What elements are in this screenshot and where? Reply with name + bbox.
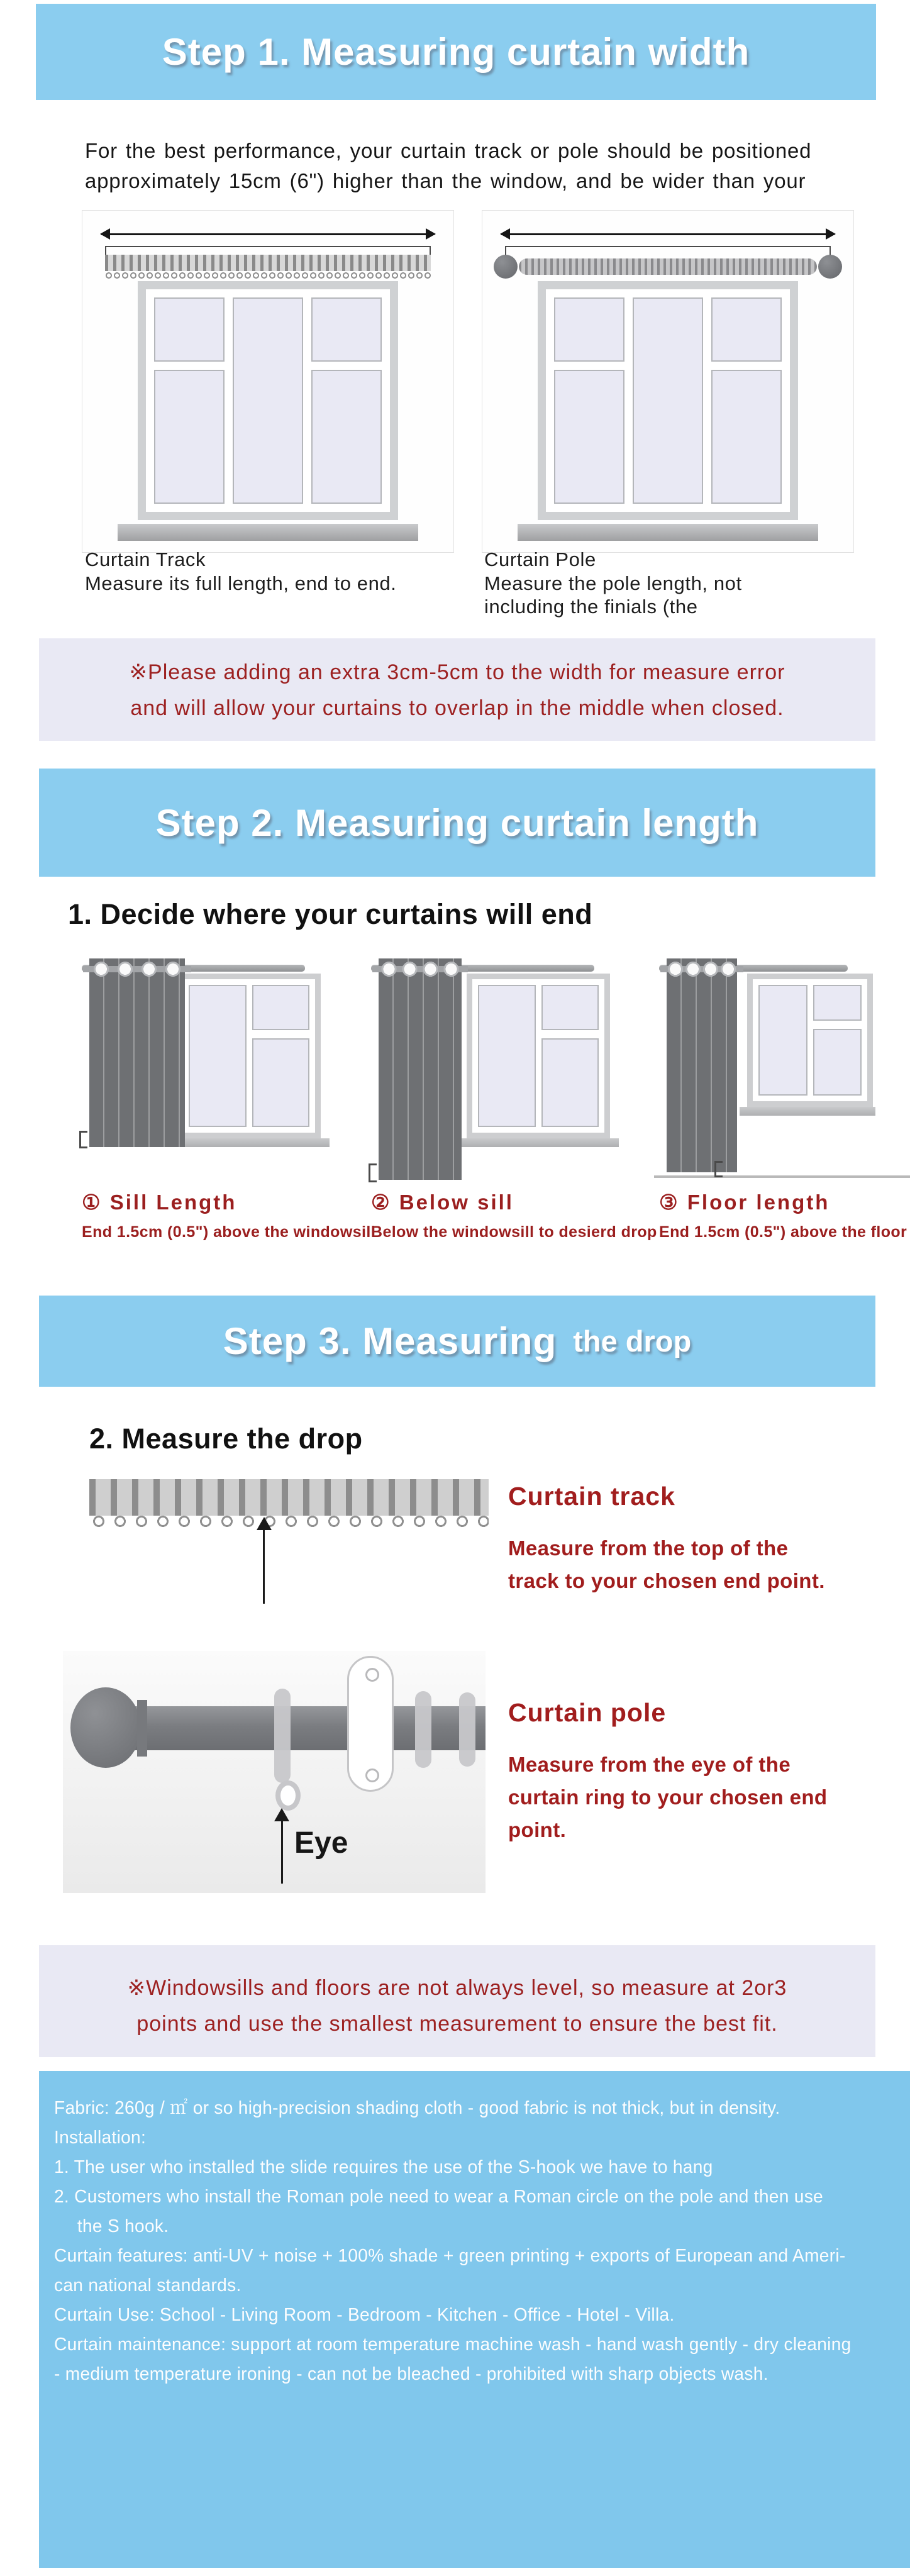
step3-header-title: Step 3. Measuring (223, 1320, 557, 1362)
option-desc: End 1.5cm (0.5") above the windowsill (82, 1223, 376, 1241)
drop-pole-desc-line3: point. (508, 1818, 567, 1841)
width-note-line2: and will allow your curtains to overlap in the middle when closed. (130, 696, 784, 720)
drop-track-hooks (89, 1516, 489, 1528)
pole-bracket-graphic (347, 1656, 394, 1792)
drop-track-desc-line1: Measure from the top of the (508, 1536, 789, 1560)
window-column (252, 985, 310, 1127)
detail-line: Fabric: 260g / ㎡ or so high-precision shading cloth - good fabric is not thick, but in density. (54, 2098, 780, 2118)
curtain-track-hooks (105, 271, 431, 280)
measure-tick (714, 1161, 723, 1177)
step3-header-subtitle: the drop (573, 1324, 692, 1358)
pole-bar-graphic (126, 1706, 486, 1750)
window-pane (758, 985, 807, 1096)
window-pane (813, 1029, 862, 1096)
eye-label: Eye (294, 1826, 348, 1860)
window-pane (541, 1038, 599, 1127)
level-note-line2: points and use the smallest measurement to ensure the best fit. (136, 2012, 778, 2036)
product-details-panel (39, 2071, 910, 2568)
window-pane (252, 985, 310, 1030)
up-arrow-line (281, 1821, 283, 1884)
window-column (633, 297, 703, 504)
measure-tick (79, 1131, 87, 1148)
detail-line: Curtain features: anti-UV + noise + 100% shade + green printing + exports of European and Ameri- (54, 2246, 846, 2266)
measure-bracket-line (505, 246, 831, 255)
sill-length-figure (82, 956, 330, 1184)
length-option-below-sill (371, 956, 657, 1241)
window-column (189, 985, 247, 1127)
grommet-row (379, 958, 462, 980)
ring-eye-graphic (275, 1780, 301, 1811)
curtain-pole-desc-line1: Measure the pole length, not (484, 572, 742, 594)
up-arrow-icon (257, 1517, 272, 1530)
grommet-row (667, 958, 737, 980)
curtain-pole-graphic (519, 258, 817, 275)
window-column (541, 985, 599, 1127)
window-column (311, 297, 382, 504)
curtain-ring-graphic (459, 1692, 475, 1767)
length-options-row (82, 956, 907, 1241)
window-column (711, 297, 782, 504)
curtain-track-desc: Measure its full length, end to end. (85, 572, 397, 594)
option-title: ① Sill Length (82, 1191, 237, 1214)
detail-line: 1. The user who installed the slide requires the use of the S-hook we have to hang (54, 2157, 713, 2177)
drop-track-title: Curtain track (508, 1482, 675, 1511)
up-arrow-icon (274, 1808, 289, 1821)
pole-collar (137, 1700, 147, 1757)
window-column (813, 985, 862, 1096)
detail-line: the S hook. (77, 2216, 169, 2236)
detail-line: Installation: (54, 2128, 147, 2148)
curtain-graphic (667, 958, 737, 1172)
step3-heading: 2. Measure the drop (89, 1423, 363, 1455)
curtain-track-graphic (105, 255, 431, 271)
window-column (758, 985, 807, 1096)
curtain-pole-desc-line2: including the finials (the (484, 596, 698, 618)
detail-line: - medium temperature ironing - can not be bleached - prohibited with sharp objects wash. (54, 2364, 769, 2384)
detail-line: Curtain Use: School - Living Room - Bedroom - Kitchen - Office - Hotel - Villa. (54, 2305, 675, 2325)
drop-pole-desc (508, 1748, 827, 1846)
step3-header-banner (39, 1296, 875, 1387)
window-column (154, 297, 225, 504)
curtain-graphic (379, 958, 462, 1180)
drop-track-desc (508, 1532, 825, 1597)
option-title: ③ Floor length (659, 1191, 830, 1214)
window-pane (554, 297, 624, 362)
drop-track-desc-line2: track to your chosen end point. (508, 1569, 825, 1592)
window-pane (311, 297, 382, 362)
window-sill (169, 1138, 330, 1147)
window-pane (711, 370, 782, 504)
window-sill (118, 524, 418, 541)
window-sill (740, 1107, 875, 1116)
pole-finial-icon (818, 255, 842, 279)
below-sill-figure (371, 956, 619, 1184)
drop-pole-title: Curtain pole (508, 1698, 667, 1727)
window-graphic (467, 974, 610, 1138)
detail-line: can national standards. (54, 2275, 241, 2296)
drop-pole-desc-line1: Measure from the eye of the (508, 1753, 791, 1776)
window-graphic (747, 974, 873, 1107)
curtain-track-card (82, 210, 454, 553)
drop-pole-desc-line2: curtain ring to your chosen end (508, 1785, 828, 1809)
window-column (233, 297, 303, 504)
width-measure-arrow-icon (101, 233, 435, 235)
length-option-floor (659, 956, 907, 1241)
curtain-pole-card (482, 210, 854, 553)
step1-intro-line2: approximately 15cm (6") higher than the window, and be wider than your (85, 169, 806, 192)
pole-finial-icon (494, 255, 518, 279)
drop-pole-figure (63, 1651, 486, 1893)
window-sill (518, 524, 818, 541)
window-pane (813, 985, 862, 1021)
window-pane (154, 297, 225, 362)
curtain-ring-graphic (415, 1691, 431, 1768)
level-note-banner (39, 1945, 875, 2057)
window-pane (541, 985, 599, 1030)
screw-icon (365, 1668, 379, 1682)
curtain-pole-label: Curtain Pole (484, 548, 596, 570)
window-pane (711, 297, 782, 362)
window-pane (189, 985, 247, 1127)
step1-header-title: Step 1. Measuring curtain width (162, 31, 750, 73)
detail-line: 2. Customers who install the Roman pole need to wear a Roman circle on the pole and then use (54, 2187, 823, 2207)
floor-length-figure (659, 956, 876, 1184)
step1-intro-line1: For the best performance, your curtain track or pole should be positioned (85, 139, 812, 162)
step2-header-title: Step 2. Measuring curtain length (155, 801, 759, 844)
window-graphic (138, 281, 398, 520)
curtain-track-label: Curtain Track (85, 548, 206, 570)
window-pane (554, 370, 624, 504)
detail-line: Curtain maintenance: support at room temperature machine wash - hand wash gently - dry cleaning (54, 2334, 852, 2355)
step1-header-banner (36, 4, 876, 100)
width-note-line1: ※Please adding an extra 3cm-5cm to the width for measure error (129, 660, 785, 684)
curtain-graphic (89, 958, 185, 1147)
measure-bracket-line (105, 246, 431, 255)
window-column (554, 297, 624, 504)
floor-line (654, 1175, 910, 1178)
option-desc: End 1.5cm (0.5") above the floor (659, 1223, 907, 1241)
drop-track-graphic (89, 1479, 489, 1516)
grommet-row (89, 958, 185, 980)
window-pane (154, 370, 225, 504)
measure-tick (369, 1163, 377, 1182)
curtain-ring-graphic (274, 1689, 291, 1783)
step2-header-banner (39, 769, 875, 877)
width-note-banner (39, 638, 875, 741)
window-pane (633, 297, 703, 504)
step1-intro (85, 136, 811, 196)
length-option-sill (82, 956, 376, 1241)
window-column (478, 985, 536, 1127)
pole-finial-icon (70, 1687, 141, 1768)
option-title: ② Below sill (371, 1191, 514, 1214)
window-pane (252, 1038, 310, 1127)
window-sill (458, 1138, 619, 1147)
window-pane (478, 985, 536, 1127)
width-measure-arrow-icon (501, 233, 835, 235)
window-pane (233, 297, 303, 504)
window-pane (311, 370, 382, 504)
option-desc: Below the windowsill to desierd drop (371, 1223, 657, 1241)
level-note-line1: ※Windowsills and floors are not always level, so measure at 2or3 (127, 1976, 787, 2000)
window-graphic (538, 281, 798, 520)
up-arrow-line (263, 1530, 265, 1604)
screw-icon (365, 1768, 379, 1782)
window-graphic (177, 974, 321, 1138)
step2-heading: 1. Decide where your curtains will end (68, 898, 593, 930)
